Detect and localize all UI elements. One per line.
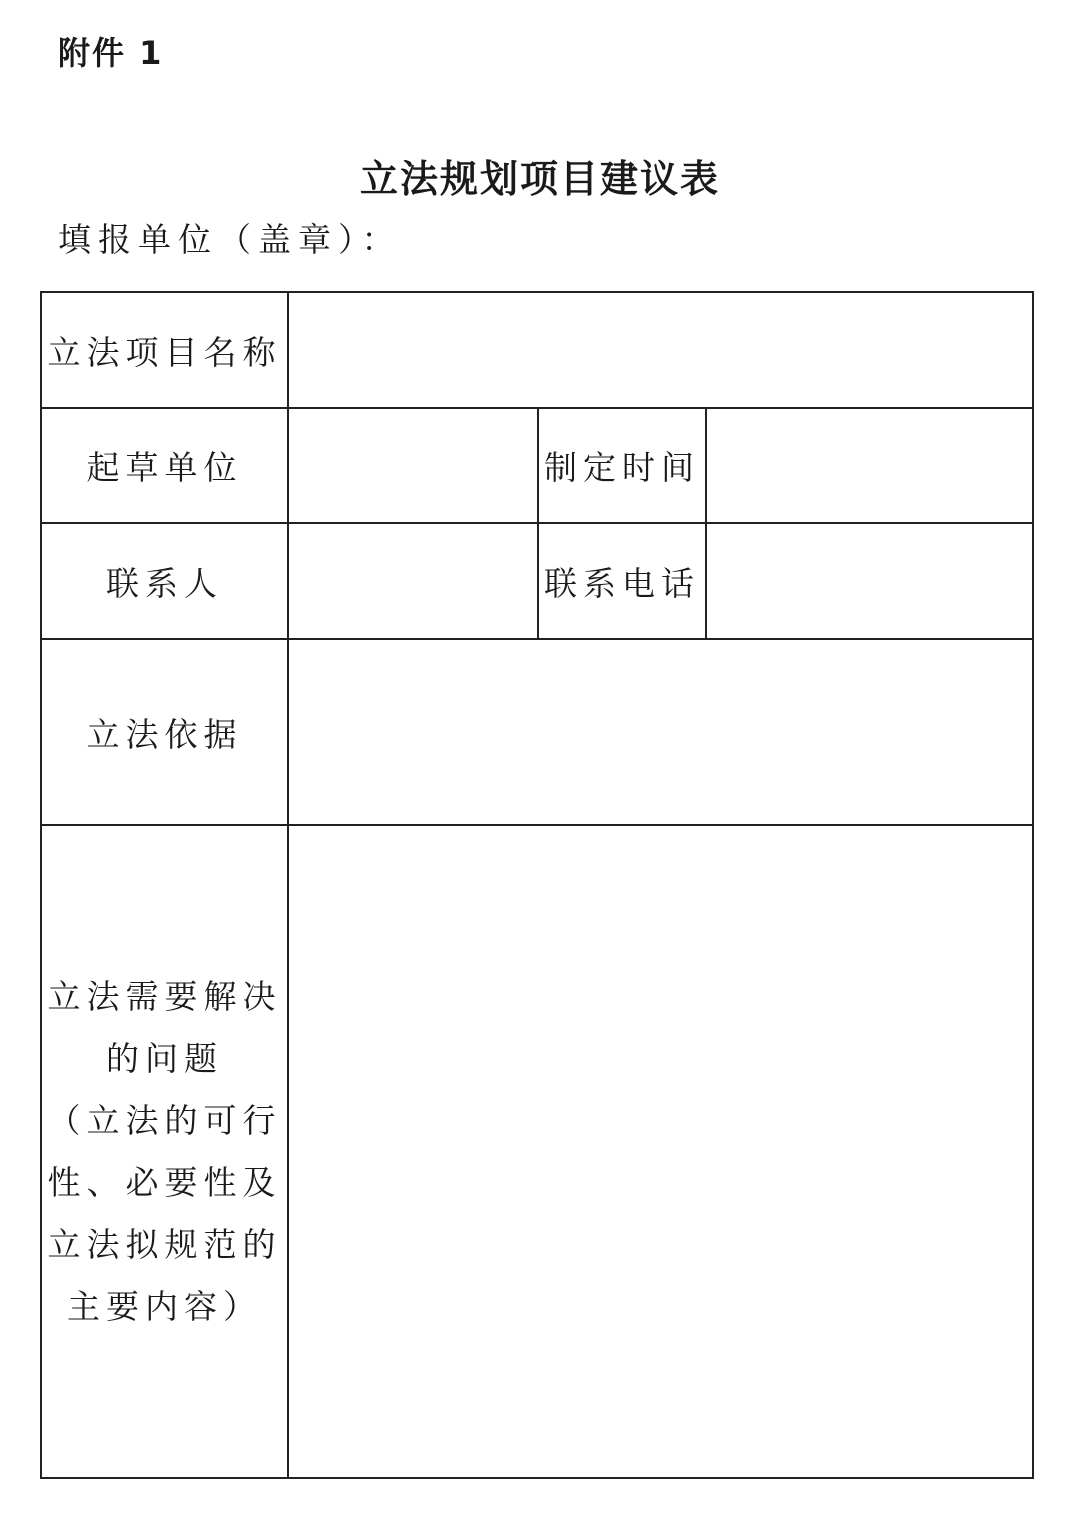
phone-field[interactable] [706, 523, 1033, 639]
proposal-form-table [40, 291, 1034, 1479]
legislative-basis-label: 立法依据 [41, 639, 288, 825]
problems-label-line: 立法需要解决 [47, 976, 282, 1016]
project-name-label: 立法项目名称 [41, 292, 288, 408]
problems-field[interactable] [288, 825, 1033, 1478]
enact-time-field[interactable] [706, 408, 1033, 523]
problems-label-line: 主要内容） [67, 1286, 262, 1326]
contact-label: 联系人 [41, 523, 288, 639]
drafting-unit-field[interactable] [288, 408, 538, 523]
row-drafting-unit [41, 408, 1033, 523]
drafting-unit-label: 起草单位 [41, 408, 288, 523]
phone-label: 联系电话 [538, 523, 706, 639]
enact-time-label: 制定时间 [538, 408, 706, 523]
problems-label [41, 825, 288, 1478]
problems-label-line: 立法拟规范的 [47, 1224, 282, 1264]
contact-field[interactable] [288, 523, 538, 639]
row-legislative-basis [41, 639, 1033, 825]
problems-label-line: 的问题 [106, 1038, 223, 1078]
attachment-label: 附件 1 [58, 34, 164, 72]
row-project-name [41, 292, 1033, 408]
problems-label-line: （立法的可行 [47, 1100, 282, 1140]
row-contact [41, 523, 1033, 639]
project-name-field[interactable] [288, 292, 1033, 408]
row-problems [41, 825, 1033, 1478]
form-title: 立法规划项目建议表 [359, 157, 720, 201]
reporting-unit-label: 填报单位（盖章）： [58, 220, 402, 259]
problems-label-line: 性、必要性及 [47, 1162, 282, 1202]
legislative-basis-field[interactable] [288, 639, 1033, 825]
